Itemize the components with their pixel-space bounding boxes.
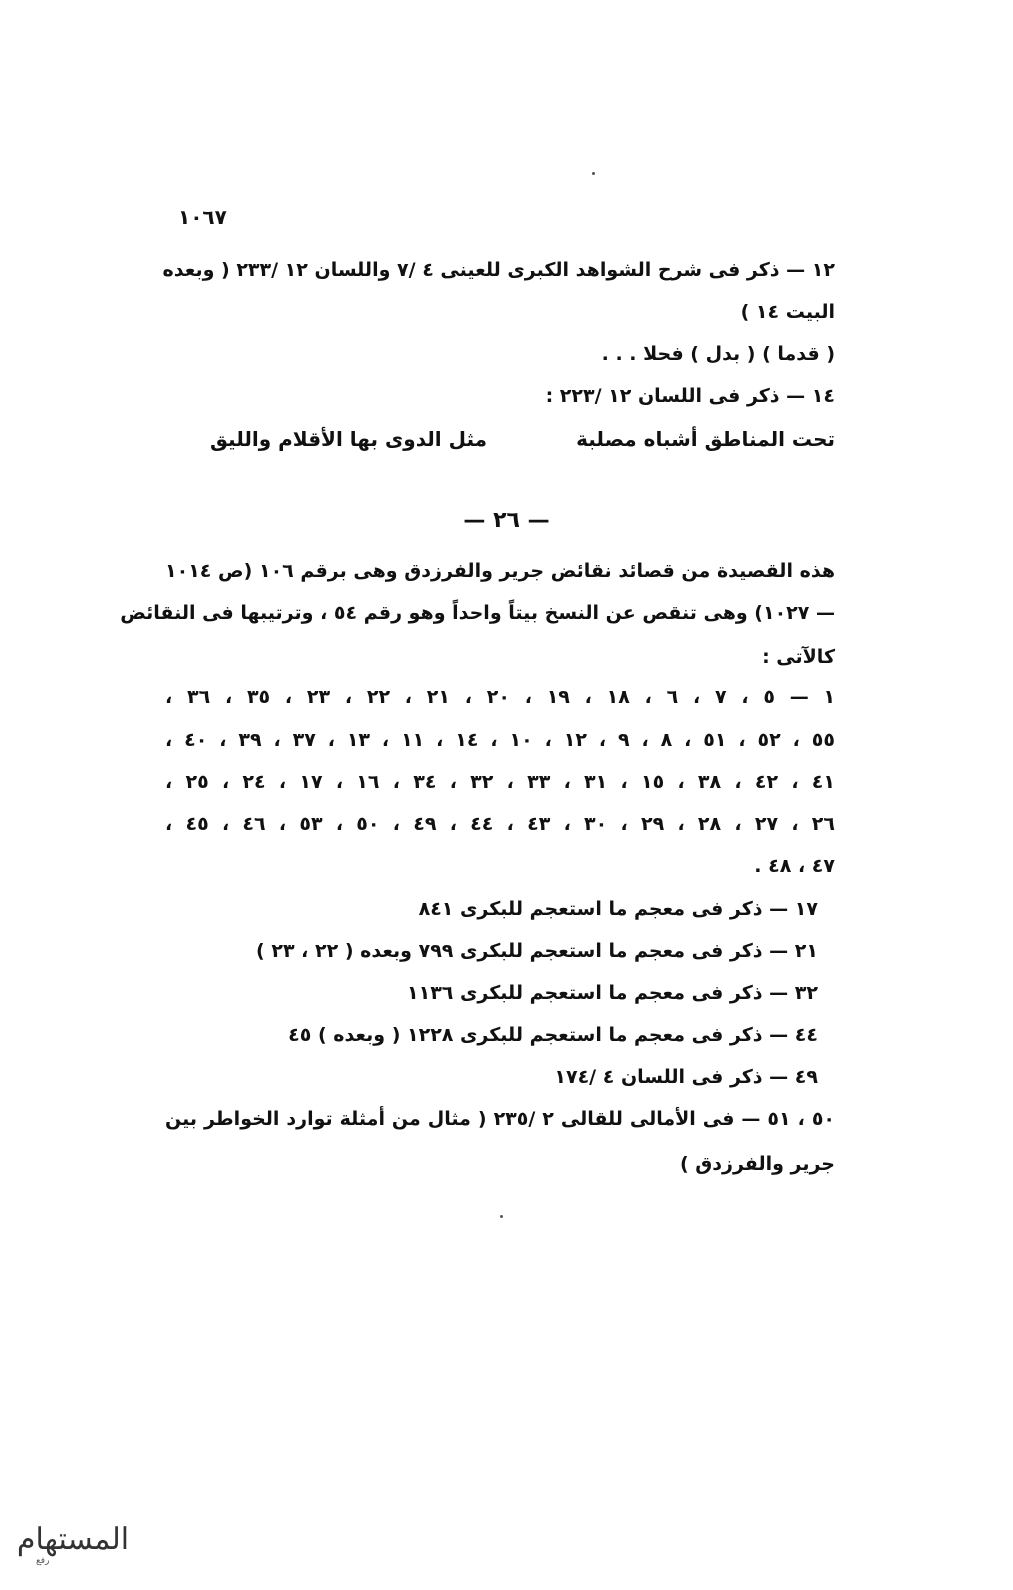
page-number: ١٠٦٧	[178, 205, 227, 229]
stamp-main-text: المستهام	[16, 1522, 130, 1557]
note-12-line-3: ( قدما ) ( بدل ) فحلا . . .	[601, 343, 835, 365]
verse-line	[210, 424, 835, 454]
intro-line-2: — ١٠٢٧) وهى تنقص عن النسخ بيتاً واحداً وهو رقم ٥٤ ، وترتيبها فى النقائض	[120, 602, 835, 624]
verse-first-hemistich: تحت المناطق أشباه مصلبة	[576, 427, 835, 451]
note-17: ١٧ — ذكر فى معجم ما استعجم للبكرى ٨٤١	[418, 898, 818, 920]
note-49: ٤٩ — ذكر فى اللسان ٤ /١٧٤	[554, 1066, 818, 1088]
intro-line-1: هذه القصيدة من قصائد نقائض جرير والفرزدق وهى برقم ١٠٦ (ص ١٠١٤	[165, 560, 835, 582]
intro-line-3: كالآتى :	[762, 646, 835, 668]
note-14-line-1: ١٤ — ذكر فى اللسان ١٢ /٢٢٣ :	[545, 385, 835, 407]
speck	[500, 1215, 503, 1218]
note-12-line-2: البيت ١٤ )	[740, 301, 835, 323]
order-line-2: ٥٥ ، ٥٢ ، ٥١ ، ٨ ، ٩ ، ١٢ ، ١٠ ، ١٤ ، ١١ ، ١٣ ، ٣٧ ، ٣٩ ، ٤٠ ،	[165, 729, 835, 751]
order-line-1: ١ — ٥ ، ٧ ، ٦ ، ١٨ ، ١٩ ، ٢٠ ، ٢١ ، ٢٢ ، ٢٣ ، ٣٥ ، ٣٦ ،	[165, 686, 836, 708]
verse-second-hemistich: مثل الدوى بها الأقلام والليق	[210, 427, 487, 451]
order-line-4: ٢٦ ، ٢٧ ، ٢٨ ، ٢٩ ، ٣٠ ، ٤٣ ، ٤٤ ، ٤٩ ، ٥٠ ، ٥٣ ، ٤٦ ، ٤٥ ،	[165, 813, 835, 835]
note-21: ٢١ — ذكر فى معجم ما استعجم للبكرى ٧٩٩ وبعده ( ٢٢ ، ٢٣ )	[256, 940, 818, 962]
library-stamp	[8, 1500, 138, 1580]
stamp-sub-text: رفع	[36, 1556, 50, 1566]
note-12-line-1: ١٢ — ذكر فى شرح الشواهد الكبرى للعينى ٤ /٧ واللسان ١٢ /٢٣٣ ( وبعده	[162, 259, 835, 281]
note-50-51-line-2: جرير والفرزدق )	[679, 1153, 835, 1175]
order-line-5: ٤٧ ، ٤٨ .	[754, 855, 835, 877]
section-number: — ٢٦ —	[463, 508, 550, 533]
note-44: ٤٤ — ذكر فى معجم ما استعجم للبكرى ١٢٢٨ ( وبعده ) ٤٥	[288, 1024, 818, 1046]
order-line-3: ٤١ ، ٤٢ ، ٣٨ ، ١٥ ، ٣١ ، ٣٣ ، ٣٢ ، ٣٤ ، ١٦ ، ١٧ ، ٢٤ ، ٢٥ ،	[165, 771, 835, 793]
note-32: ٣٢ — ذكر فى معجم ما استعجم للبكرى ١١٣٦	[407, 982, 818, 1004]
note-50-51-line-1: ٥٠ ، ٥١ — فى الأمالى للقالى ٢ /٢٣٥ ( مثال من أمثلة توارد الخواطر بين	[165, 1108, 836, 1130]
speck	[592, 172, 595, 175]
